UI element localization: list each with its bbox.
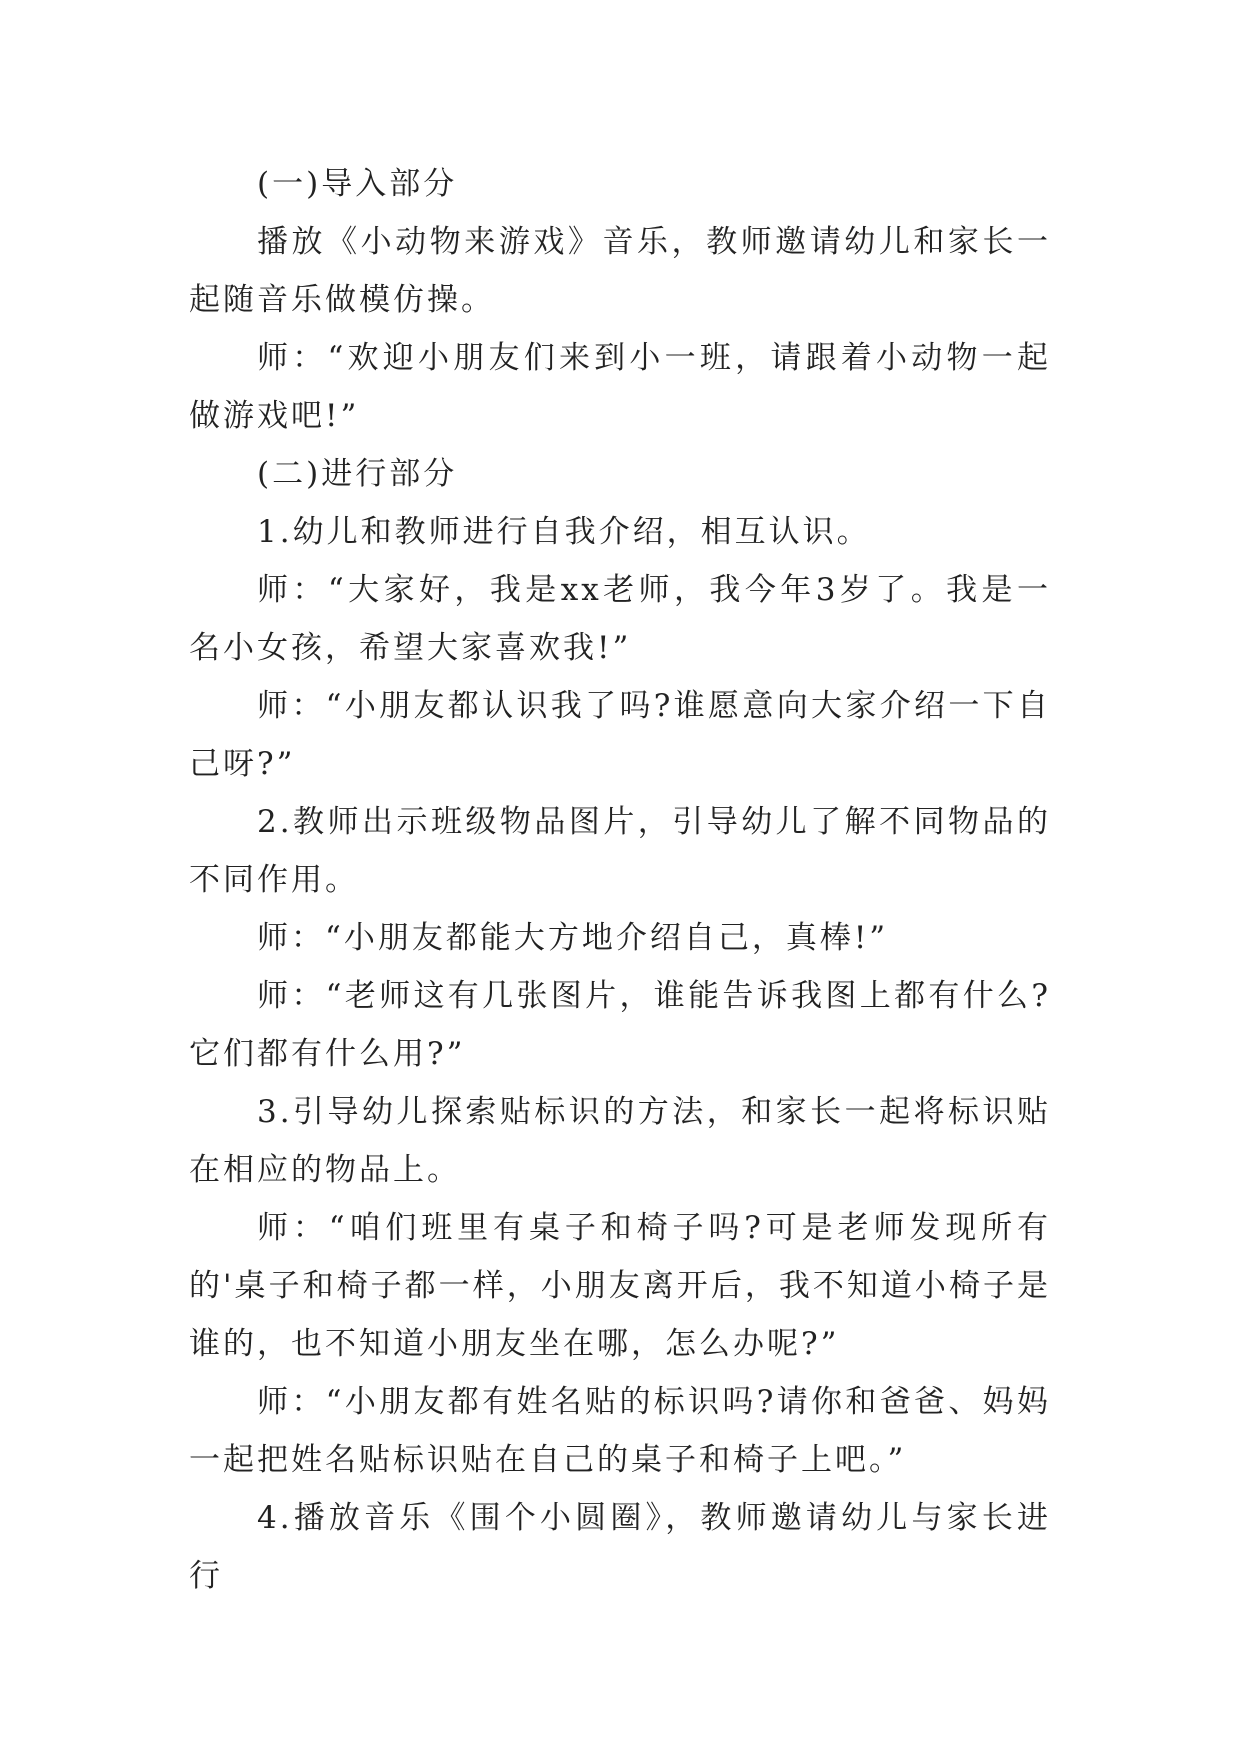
paragraph: 3.引导幼儿探索贴标识的方法，和家长一起将标识贴在相应的物品上。 bbox=[189, 1094, 1051, 1188]
paragraph: 师：“小朋友都认识我了吗?谁愿意向大家介绍一下自己呀?” bbox=[189, 688, 1051, 782]
document-body bbox=[189, 155, 1051, 1605]
paragraph: 师：“老师这有几张图片，谁能告诉我图上都有什么?它们都有什么用?” bbox=[189, 978, 1051, 1072]
paragraph: 4.播放音乐《围个小圆圈》，教师邀请幼儿与家长进行 bbox=[189, 1500, 1051, 1594]
section-heading-progress: (二)进行部分 bbox=[257, 456, 458, 492]
paragraph: 1.幼儿和教师进行自我介绍，相互认识。 bbox=[257, 514, 871, 550]
paragraph: 师：“大家好，我是xx老师，我今年3岁了。我是一名小女孩，希望大家喜欢我!” bbox=[189, 572, 1051, 666]
paragraph: 2.教师出示班级物品图片，引导幼儿了解不同物品的不同作用。 bbox=[189, 804, 1051, 898]
paragraph: 师：“咱们班里有桌子和椅子吗?可是老师发现所有的'桌子和椅子都一样，小朋友离开后，我不知道小椅子是谁的，也不知道小朋友坐在哪，怎么办呢?” bbox=[189, 1210, 1051, 1362]
paragraph: 师：“欢迎小朋友们来到小一班，请跟着小动物一起做游戏吧!” bbox=[189, 340, 1051, 434]
paragraph: 师：“小朋友都能大方地介绍自己，真棒!” bbox=[257, 920, 889, 956]
paragraph: 师：“小朋友都有姓名贴的标识吗?请你和爸爸、妈妈一起把姓名贴标识贴在自己的桌子和椅子上吧。” bbox=[189, 1384, 1051, 1478]
paragraph: 播放《小动物来游戏》音乐，教师邀请幼儿和家长一起随音乐做模仿操。 bbox=[189, 224, 1051, 318]
section-heading-intro: (一)导入部分 bbox=[257, 166, 458, 202]
